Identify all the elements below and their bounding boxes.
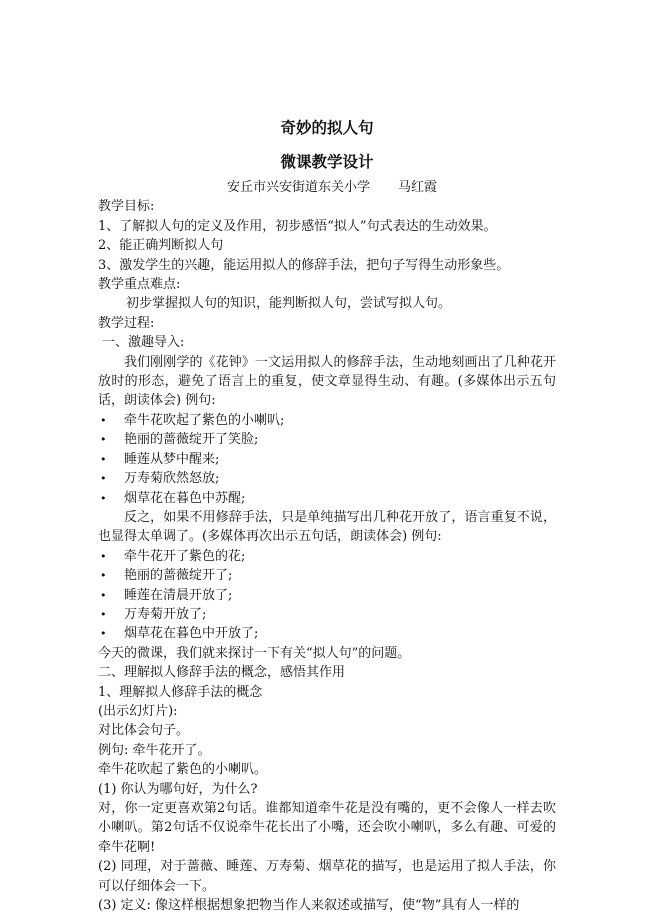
example-list-1 [98,411,556,508]
contrast-paragraph: 反之，如果不用修辞手法，只是单纯描写出几种花开放了，语言重复不说，也显得太单调了。(多媒体再次出示五句话，朗读体会) 例句: [98,509,556,545]
author-line [98,178,556,197]
list-item-text: 万寿菊欣然怒放; [124,471,220,487]
bullet-icon: • [100,588,107,602]
example-list-2 [98,547,556,644]
list-item-text: 睡莲从梦中醒来; [124,451,220,467]
compare-sentence: 对比体会句子。 [98,723,190,739]
bullet-icon: • [100,549,107,563]
list-item [98,469,556,488]
objective-item: 3、激发学生的兴趣，能运用拟人的修辞手法，把句子写得生动形象些。 [98,257,510,273]
bullet-icon: • [100,452,107,466]
list-item-text: 牵牛花开了紫色的花; [124,548,246,564]
list-item-text: 艳丽的蔷薇绽开了; [124,568,233,584]
list-item [98,566,556,585]
document-subtitle: 微课教学设计 [280,153,374,171]
list-item [98,624,556,643]
list-item-text: 万寿菊开放了; [124,606,207,622]
sub1-heading: 1、理解拟人修辞手法的概念 [98,684,263,700]
bullet-icon: • [100,569,107,583]
author-name: 马红霞 [398,180,438,195]
list-item-text: 烟草花在暮色中苏醒; [124,490,246,506]
list-item [98,605,556,624]
bullet-icon: • [100,491,107,505]
answer-1: 对，你一定更喜欢第2句话。谁都知道牵牛花是没有嘴的，更不会像人一样去吹小喇叭。第2句话不仅说牵牛花长出了小嘴，还会吹小喇叭，多么有趣、可爱的牵牛花啊! [98,801,556,855]
list-item [98,547,556,566]
list-item-text: 艳丽的蔷薇绽开了笑脸; [124,432,259,448]
question-1: (1) 你认为哪句好，为什么? [98,781,258,797]
list-item [98,586,556,605]
author-school: 安丘市兴安街道东关小学 [226,180,370,195]
list-item-text: 烟草花在暮色中开放了; [124,626,259,642]
list-item-text: 睡莲在清晨开放了; [124,587,233,603]
intro-paragraph: 我们刚刚学的《花钟》一文运用拟人的修辞手法，生动地刻画出了几种花开放时的形态，避免了语言上的重复，使文章显得生动、有趣。(多媒体出示五句话，朗读体会) 例句: [98,354,556,409]
list-item-text: 牵牛花吹起了紫色的小喇叭; [124,412,285,428]
bullet-icon: • [100,472,107,486]
example-sentence: 牵牛花吹起了紫色的小喇叭。 [98,762,268,778]
objective-item: 1、了解拟人句的定义及作用，初步感悟“拟人”句式表达的生动效果。 [98,218,497,234]
key-points-heading: 教学重点难点: [98,277,181,293]
objectives-heading: 教学目标: [98,199,155,215]
document-page [98,118,556,915]
today-sentence: 今天的微课，我们就来探讨一下有关“拟人句”的问题。 [98,645,411,661]
bullet-icon: • [100,413,107,427]
slide-note: (出示幻灯片): [98,703,178,719]
list-item [98,450,556,469]
example-label: 例句: 牵牛花开了。 [98,742,211,758]
definition-line: (3) 定义: 像这样根据想象把物当作人来叙述或描写，使“物”具有人一样的 [98,898,520,914]
part2-heading: 二、理解拟人修辞手法的概念，感悟其作用 [98,665,346,681]
list-item [98,489,556,508]
part1-heading: 一、激趣导入: [102,335,185,351]
list-item [98,411,556,430]
objective-item: 2、能正确判断拟人句 [98,238,224,254]
key-points-text: 初步掌握拟人句的知识，能判断拟人句，尝试写拟人句。 [126,296,452,312]
bullet-icon: • [100,433,107,447]
document-title: 奇妙的拟人句 [280,119,374,137]
bullet-icon: • [100,627,107,641]
bullet-icon: • [100,607,107,621]
process-heading: 教学过程: [98,315,155,331]
list-item [98,430,556,449]
question-2: (2) 同理，对于蔷薇、睡莲、万寿菊、烟草花的描写，也是运用了拟人手法，你可以仔细体会一下。 [98,859,556,894]
